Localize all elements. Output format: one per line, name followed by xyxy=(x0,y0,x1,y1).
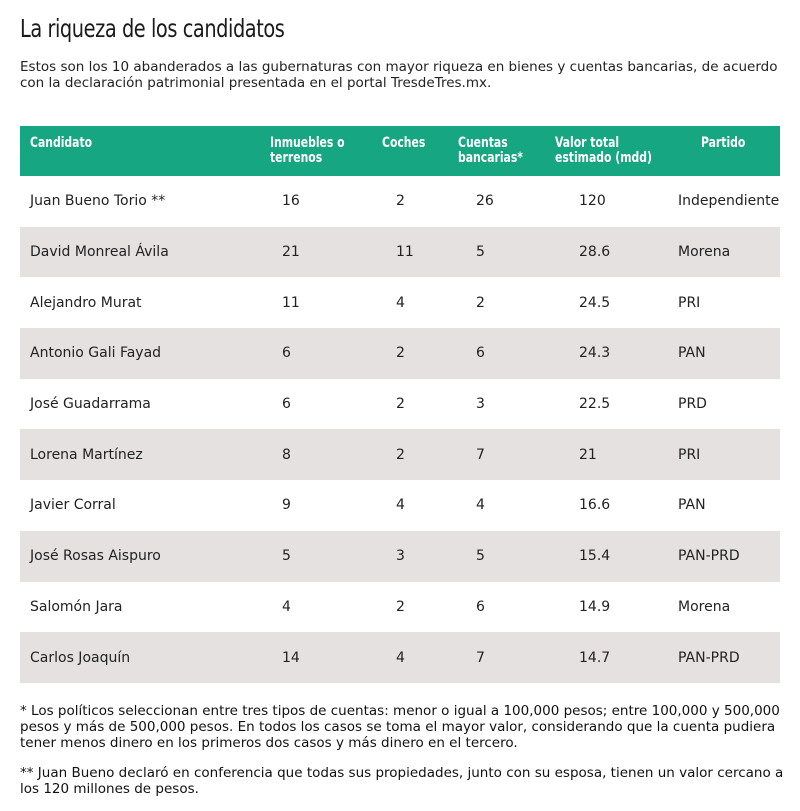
header-valor xyxy=(555,126,678,176)
cell-cuentas: 5 xyxy=(476,548,485,565)
table-row xyxy=(20,328,780,379)
cell-inmuebles: 6 xyxy=(282,345,291,362)
cell-inmuebles: 8 xyxy=(282,446,291,463)
table-row xyxy=(20,582,780,633)
table-body xyxy=(20,176,780,683)
cell-cuentas: 5 xyxy=(476,244,485,261)
cell-cuentas: 3 xyxy=(476,396,485,413)
cell-partido: Morena xyxy=(678,598,731,615)
cell-valor: 24.5 xyxy=(579,294,611,311)
cell-inmuebles: 6 xyxy=(282,396,291,413)
table-row xyxy=(20,531,780,582)
cell-coches: 3 xyxy=(396,548,405,565)
cell-cuentas: 4 xyxy=(476,497,485,514)
header-candidato xyxy=(20,126,270,176)
header-coches-label: Coches xyxy=(382,135,426,151)
header-coches xyxy=(382,126,458,176)
cell-candidato: Carlos Joaquín xyxy=(30,649,131,666)
table-row xyxy=(20,277,780,328)
cell-coches: 4 xyxy=(396,649,405,666)
table-row xyxy=(20,429,780,480)
cell-partido: PRI xyxy=(678,294,701,311)
cell-inmuebles: 4 xyxy=(282,598,291,615)
cell-valor: 21 xyxy=(579,446,597,463)
cell-candidato: José Guadarrama xyxy=(30,396,151,413)
cell-partido: PAN xyxy=(678,497,706,514)
cell-partido: PAN-PRD xyxy=(678,548,740,565)
cell-partido: Morena xyxy=(678,244,731,261)
table-row xyxy=(20,176,780,227)
cell-candidato: Alejandro Murat xyxy=(30,294,142,311)
header-inmuebles-label: Inmuebles o terrenos xyxy=(270,135,345,166)
cell-coches: 2 xyxy=(396,193,405,210)
table-row xyxy=(20,480,780,531)
cell-coches: 2 xyxy=(396,345,405,362)
cell-cuentas: 2 xyxy=(476,294,485,311)
footnote-accounts: * Los políticos seleccionan entre tres tipos de cuentas: menor o igual a 100,000 pesos; entre 100,000 y 500,000 pesos y más de 500,000 pesos. En todos los casos se toma el mayor valor, considerando que la cuenta pudiera tener menos dinero en los primeros dos casos y más dinero en el tercero. xyxy=(20,703,780,751)
cell-cuentas: 7 xyxy=(476,446,485,463)
cell-cuentas: 6 xyxy=(476,345,485,362)
cell-candidato: Salomón Jara xyxy=(30,598,123,615)
cell-coches: 4 xyxy=(396,294,405,311)
cell-partido: PAN-PRD xyxy=(678,649,740,666)
table-row xyxy=(20,379,780,430)
header-row xyxy=(20,126,780,176)
cell-candidato: Antonio Gali Fayad xyxy=(30,345,162,362)
cell-inmuebles: 5 xyxy=(282,548,291,565)
cell-inmuebles: 16 xyxy=(282,193,300,210)
cell-inmuebles: 11 xyxy=(282,294,300,311)
cell-valor: 14.9 xyxy=(579,598,611,615)
cell-candidato: Juan Bueno Torio ** xyxy=(30,193,166,210)
cell-coches: 2 xyxy=(396,446,405,463)
header-valor-label: Valor total estimado (mdd) xyxy=(555,135,652,166)
cell-coches: 2 xyxy=(396,598,405,615)
cell-cuentas: 26 xyxy=(476,193,494,210)
table-row xyxy=(20,632,780,683)
cell-inmuebles: 9 xyxy=(282,497,291,514)
cell-coches: 2 xyxy=(396,396,405,413)
cell-valor: 16.6 xyxy=(579,497,611,514)
header-inmuebles xyxy=(270,126,382,176)
header-partido xyxy=(678,126,780,176)
cell-coches: 11 xyxy=(396,244,414,261)
header-cuentas-label: Cuentas bancarias* xyxy=(458,135,523,166)
header-candidato-label: Candidato xyxy=(30,135,93,151)
cell-valor: 24.3 xyxy=(579,345,611,362)
chart-subtitle: Estos son los 10 abanderados a las gubernaturas con mayor riqueza en bienes y cuentas bancarias, de acuerdo con la declaración patrimonial presentada en el portal TresdeTres.mx. xyxy=(20,59,778,91)
cell-candidato: David Monreal Ávila xyxy=(30,244,169,261)
cell-valor: 28.6 xyxy=(579,244,611,261)
cell-valor: 14.7 xyxy=(579,649,611,666)
cell-partido: Independiente xyxy=(678,193,780,210)
cell-partido: PAN xyxy=(678,345,706,362)
cell-inmuebles: 14 xyxy=(282,649,300,666)
cell-candidato: Javier Corral xyxy=(30,497,116,514)
cell-coches: 4 xyxy=(396,497,405,514)
cell-candidato: José Rosas Aispuro xyxy=(30,548,161,565)
cell-valor: 15.4 xyxy=(579,548,611,565)
cell-partido: PRD xyxy=(678,396,707,413)
wealth-table xyxy=(20,126,780,683)
header-partido-label: Partido xyxy=(701,135,746,151)
cell-valor: 120 xyxy=(579,193,606,210)
header-cuentas xyxy=(458,126,555,176)
cell-valor: 22.5 xyxy=(579,396,611,413)
footnote-juan-bueno: ** Juan Bueno declaró en conferencia que todas sus propiedades, junto con su esposa, tienen un valor cercano a los 120 millones de pesos. xyxy=(20,765,784,797)
cell-candidato: Lorena Martínez xyxy=(30,446,143,463)
cell-inmuebles: 21 xyxy=(282,244,300,261)
chart-title: La riqueza de los candidatos xyxy=(20,14,285,43)
cell-cuentas: 6 xyxy=(476,598,485,615)
table-row xyxy=(20,227,780,278)
cell-cuentas: 7 xyxy=(476,649,485,666)
footnotes xyxy=(20,703,785,811)
cell-partido: PRI xyxy=(678,446,701,463)
table-header xyxy=(20,126,780,176)
